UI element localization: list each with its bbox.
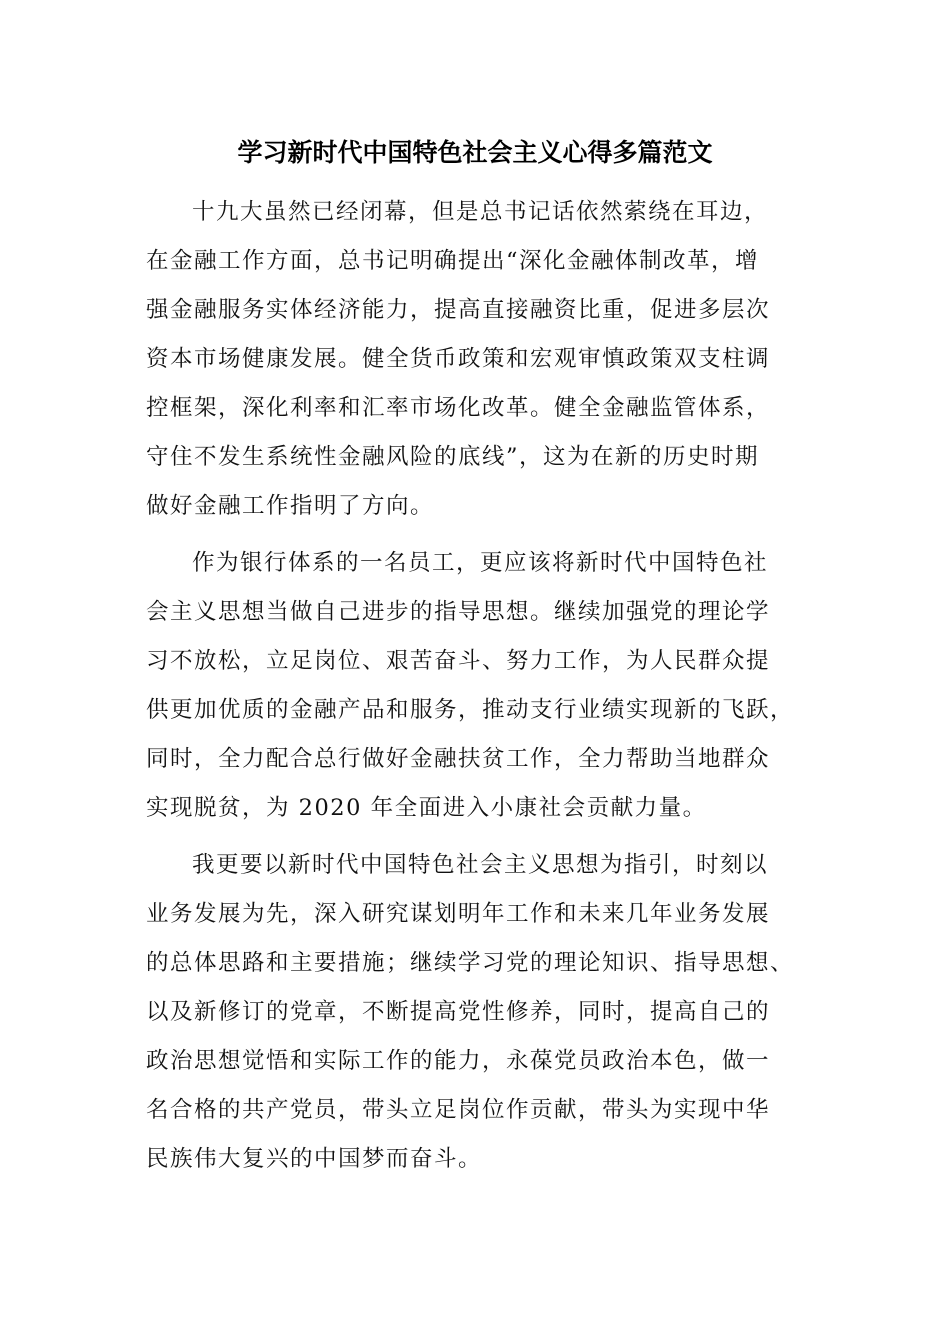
paragraph-2-line-4: 供更加优质的金融产品和服务，推动支行业绩实现新的飞跃， <box>146 697 795 723</box>
paragraph-3-line-3: 的总体思路和主要措施；继续学习党的理论知识、指导思想、 <box>146 950 795 976</box>
document-title: 学习新时代中国特色社会主义心得多篇范文 <box>237 138 713 167</box>
paragraph-2-line-6: 实现脱贫，为 2020 年全面进入小康社会贡献力量。 <box>146 795 707 821</box>
paragraph-3-line-6: 名合格的共产党员，带头立足岗位作贡献，带头为实现中华 <box>146 1097 771 1123</box>
paragraph-2-line-3: 习不放松，立足岗位、艰苦奋斗、努力工作，为人民群众提 <box>146 648 771 674</box>
paragraph-3-line-1: 我更要以新时代中国特色社会主义思想为指引，时刻以 <box>192 852 769 878</box>
paragraph-1-line-7: 做好金融工作指明了方向。 <box>146 493 435 519</box>
paragraph-2-line-2: 会主义思想当做自己进步的指导思想。继续加强党的理论学 <box>146 599 771 625</box>
paragraph-1-line-3: 强金融服务实体经济能力，提高直接融资比重，促进多层次 <box>146 297 771 323</box>
paragraph-3-line-5: 政治思想觉悟和实际工作的能力，永葆党员政治本色，做一 <box>146 1048 771 1074</box>
paragraph-1-line-1: 十九大虽然已经闭幕，但是总书记话依然萦绕在耳边， <box>192 199 769 225</box>
paragraph-1-line-4: 资本市场健康发展。健全货币政策和宏观审慎政策双支柱调 <box>146 346 771 372</box>
paragraph-2-line-1: 作为银行体系的一名员工，更应该将新时代中国特色社 <box>192 550 769 576</box>
paragraph-1-line-6: 守住不发生系统性金融风险的底线”，这为在新的历史时期 <box>146 444 760 470</box>
paragraph-1-line-2: 在金融工作方面，总书记明确提出“深化金融体制改革，增 <box>146 248 760 274</box>
paragraph-2-line-5: 同时，全力配合总行做好金融扶贫工作，全力帮助当地群众 <box>146 746 771 772</box>
paragraph-1-line-5: 控框架，深化利率和汇率市场化改革。健全金融监管体系， <box>146 395 771 421</box>
paragraph-3-line-7: 民族伟大复兴的中国梦而奋斗。 <box>146 1146 483 1172</box>
paragraph-3-line-2: 业务发展为先，深入研究谋划明年工作和未来几年业务发展 <box>146 901 771 927</box>
paragraph-3-line-4: 以及新修订的党章，不断提高党性修养，同时，提高自己的 <box>146 999 771 1025</box>
